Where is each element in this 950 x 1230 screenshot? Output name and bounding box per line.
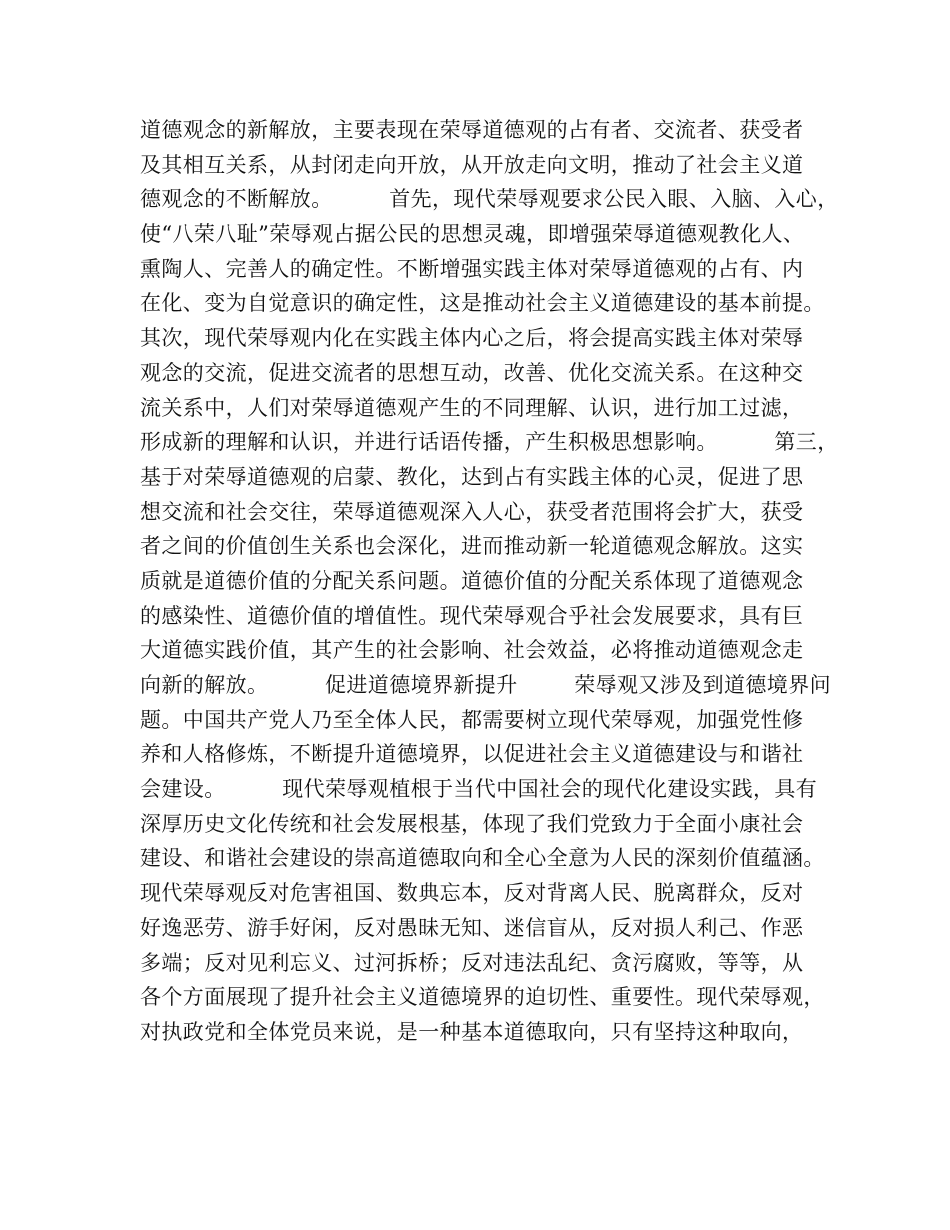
- text-line: 深厚历史文化传统和社会发展根基，体现了我们党致力于全面小康社会: [140, 811, 804, 836]
- text-line: 大道德实践价值，其产生的社会影响、社会效益，必将推动道德观念走: [140, 638, 804, 663]
- text-line: 使“八荣八耻”荣辱观占据公民的思想灵魂，即增强荣辱道德观教化人、: [140, 222, 805, 247]
- text-line: 会建设。 现代荣辱观植根于当代中国社会的现代化建设实践，具有: [140, 777, 818, 802]
- text-line: 者之间的价值创生关系也会深化，进而推动新一轮道德观念解放。这实: [140, 534, 804, 559]
- text-line: 对执政党和全体党员来说，是一种基本道德取向，只有坚持这种取向，: [140, 1019, 804, 1044]
- text-line: 熏陶人、完善人的确定性。不断增强实践主体对荣辱道德观的占有、内: [140, 256, 804, 281]
- text-line: 及其相互关系，从封闭走向开放，从开放走向文明，推动了社会主义道: [140, 152, 804, 177]
- text-line: 现代荣辱观反对危害祖国、数典忘本，反对背离人民、脱离群众，反对: [140, 881, 804, 906]
- text-line: 想交流和社会交往，荣辱道德观深入人心，获受者范围将会扩大，获受: [140, 499, 804, 524]
- text-line: 建设、和谐社会建设的崇高道德取向和全心全意为人民的深刻价值蕴涵。: [140, 846, 825, 871]
- text-line: 质就是道德价值的分配关系问题。道德价值的分配关系体现了道德观念: [140, 568, 804, 593]
- text-line: 观念的交流，促进交流者的思想互动，改善、优化交流关系。在这种交: [140, 360, 804, 385]
- text-line: 在化、变为自觉意识的确定性，这是推动社会主义道德建设的基本前提。: [140, 291, 825, 316]
- text-line: 形成新的理解和认识，并进行话语传播，产生积极思想影响。 第三，: [140, 430, 839, 455]
- text-line: 向新的解放。 促进道德境界新提升 荣辱观又涉及到道德境界问: [140, 673, 832, 697]
- text-line: 德观念的不断解放。 首先，现代荣辱观要求公民入眼、入脑、入心，: [140, 187, 839, 212]
- text-line: 其次，现代荣辱观内化在实践主体内心之后，将会提高实践主体对荣辱: [140, 326, 804, 351]
- text-line: 各个方面展现了提升社会主义道德境界的迫切性、重要性。现代荣辱观，: [140, 985, 825, 1010]
- text-line: 养和人格修炼，不断提升道德境界，以促进社会主义道德建设与和谐社: [140, 742, 804, 767]
- text-line: 多端；反对见利忘义、过河拆桥；反对违法乱纪、贪污腐败，等等，从: [140, 950, 804, 975]
- text-line: 好逸恶劳、游手好闲，反对愚昧无知、迷信盲从，反对损人利己、作恶: [140, 915, 804, 940]
- text-line: 的感染性、道德价值的增值性。现代荣辱观合乎社会发展要求，具有巨: [140, 603, 804, 628]
- text-line: 题。中国共产党人乃至全体人民，都需要树立现代荣辱观，加强党性修: [140, 707, 804, 732]
- text-line: 流关系中，人们对荣辱道德观产生的不同理解、认识，进行加工过滤，: [140, 395, 804, 420]
- text-line: 基于对荣辱道德观的启蒙、教化，达到占有实践主体的心灵，促进了思: [140, 464, 804, 489]
- body-text: [140, 113, 840, 1050]
- text-line: 道德观念的新解放，主要表现在荣辱道德观的占有者、交流者、获受者: [140, 118, 804, 142]
